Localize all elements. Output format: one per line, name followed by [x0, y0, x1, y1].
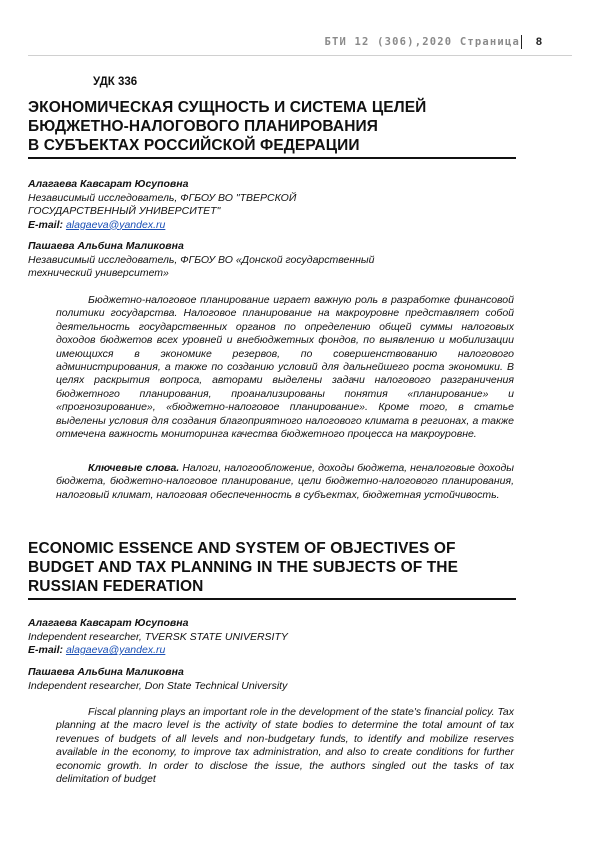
abstract-ru: Бюджетно-налоговое планирование играет важную роль в разработке финансовой политики государства. Налоговое планирование на макроуровне представляет собой деятельность государственных органов по определению общей суммы налоговых доходов бюджетов всех уровней и внебюджетных фондов, по выявлению и мобилизации имеющихся в экономике резервов, по совершенствованию налогового администрирования, а также по созданию условий для дальнейшего роста экономики. В целях раскрытия вопроса, авторами выделены задачи налогового разграничения бюджетного планирования, проанализированы понятия «планирование» и «прогнозирование», «бюджетно-налоговое планирование». Кроме того, в статье выделены условия для создания благоприятного налогового климата в регионах, а также отмечена важность мониторинга качества бюджетного процесса на макроуровне.	[56, 294, 514, 441]
title-line: BUDGET AND TAX PLANNING IN THE SUBJECTS OF THE	[28, 559, 459, 576]
author-block-ru-2	[28, 240, 548, 281]
author-block-en-1	[28, 617, 548, 658]
keywords-text: Налоги, налогообложение, доходы бюджета, неналоговые доходы бюджета, бюджетно-налоговое планирование, цели бюджетно-налогового планирования, налоговый климат, налоговая обеспеченность в субъектах, бюджетная устойчивость.	[56, 462, 514, 501]
author-block-en-2	[28, 666, 548, 693]
page-number: 8	[535, 36, 542, 48]
keywords-ru	[56, 462, 514, 502]
author-affiliation: технический университет»	[28, 267, 169, 279]
title-line: RUSSIAN FEDERATION	[28, 578, 204, 595]
journal-issue-header: БТИ 12 (306),2020 Страница	[324, 36, 520, 48]
title-line: В СУБЪЕКТАХ РОССИЙСКОЙ ФЕДЕРАЦИИ	[28, 137, 360, 154]
author-affiliation: Independent researcher, Don State Technical University	[28, 679, 288, 692]
email-line	[28, 219, 548, 233]
header-divider	[521, 35, 523, 49]
article-title-ru	[28, 98, 518, 155]
author-name: Алагаева Кавсарат Юсуповна	[28, 617, 189, 629]
title-underline-ru	[28, 157, 516, 159]
title-line: БЮДЖЕТНО-НАЛОГОВОГО ПЛАНИРОВАНИЯ	[28, 118, 378, 135]
email-link[interactable]: alagaeva@yandex.ru	[65, 218, 166, 231]
author-affiliation: Независимый исследователь, ФГБОУ ВО "ТВЕРСКОЙ	[28, 191, 297, 204]
header-rule	[28, 55, 572, 56]
author-block-ru-1	[28, 178, 548, 232]
keywords-label: Ключевые слова.	[88, 462, 180, 474]
email-label: E-mail:	[28, 218, 64, 231]
running-header	[0, 36, 600, 50]
title-line: ЭКОНОМИЧЕСКАЯ СУЩНОСТЬ И СИСТЕМА ЦЕЛЕЙ	[28, 99, 427, 116]
abstract-en: Fiscal planning plays an important role in the development of the state's financial policy. Tax planning at the macro level is the activity of state bodies to determine the total amount of tax revenues of budgets of all levels and non-budgetary funds, to identify and mobilize reserves available in the economy, to improve tax administration, and also to create conditions for further economic growth. In order to disclose the issue, the authors singled out the tasks of tax delimitation of budget	[56, 706, 514, 786]
author-affiliation: ГОСУДАРСТВЕННЫЙ УНИВЕРСИТЕТ"	[28, 205, 221, 217]
udk-code: УДК 336	[93, 76, 138, 88]
author-affiliation: Независимый исследователь, ФГБОУ ВО «Донской государственный	[28, 253, 375, 266]
email-label: E-mail:	[28, 644, 64, 656]
article-title-en	[28, 539, 518, 596]
author-name: Пашаева Альбина Маликовна	[28, 666, 184, 678]
email-line	[28, 644, 548, 658]
title-line: ECONOMIC ESSENCE AND SYSTEM OF OBJECTIVES OF	[28, 540, 456, 557]
author-affiliation: Independent researcher, TVERSK STATE UNIVERSITY	[28, 630, 288, 643]
author-name: Алагаева Кавсарат Юсуповна	[28, 178, 189, 190]
email-link[interactable]: alagaeva@yandex.ru	[65, 644, 166, 656]
title-underline-en	[28, 598, 516, 600]
author-name: Пашаева Альбина Маликовна	[28, 240, 184, 252]
